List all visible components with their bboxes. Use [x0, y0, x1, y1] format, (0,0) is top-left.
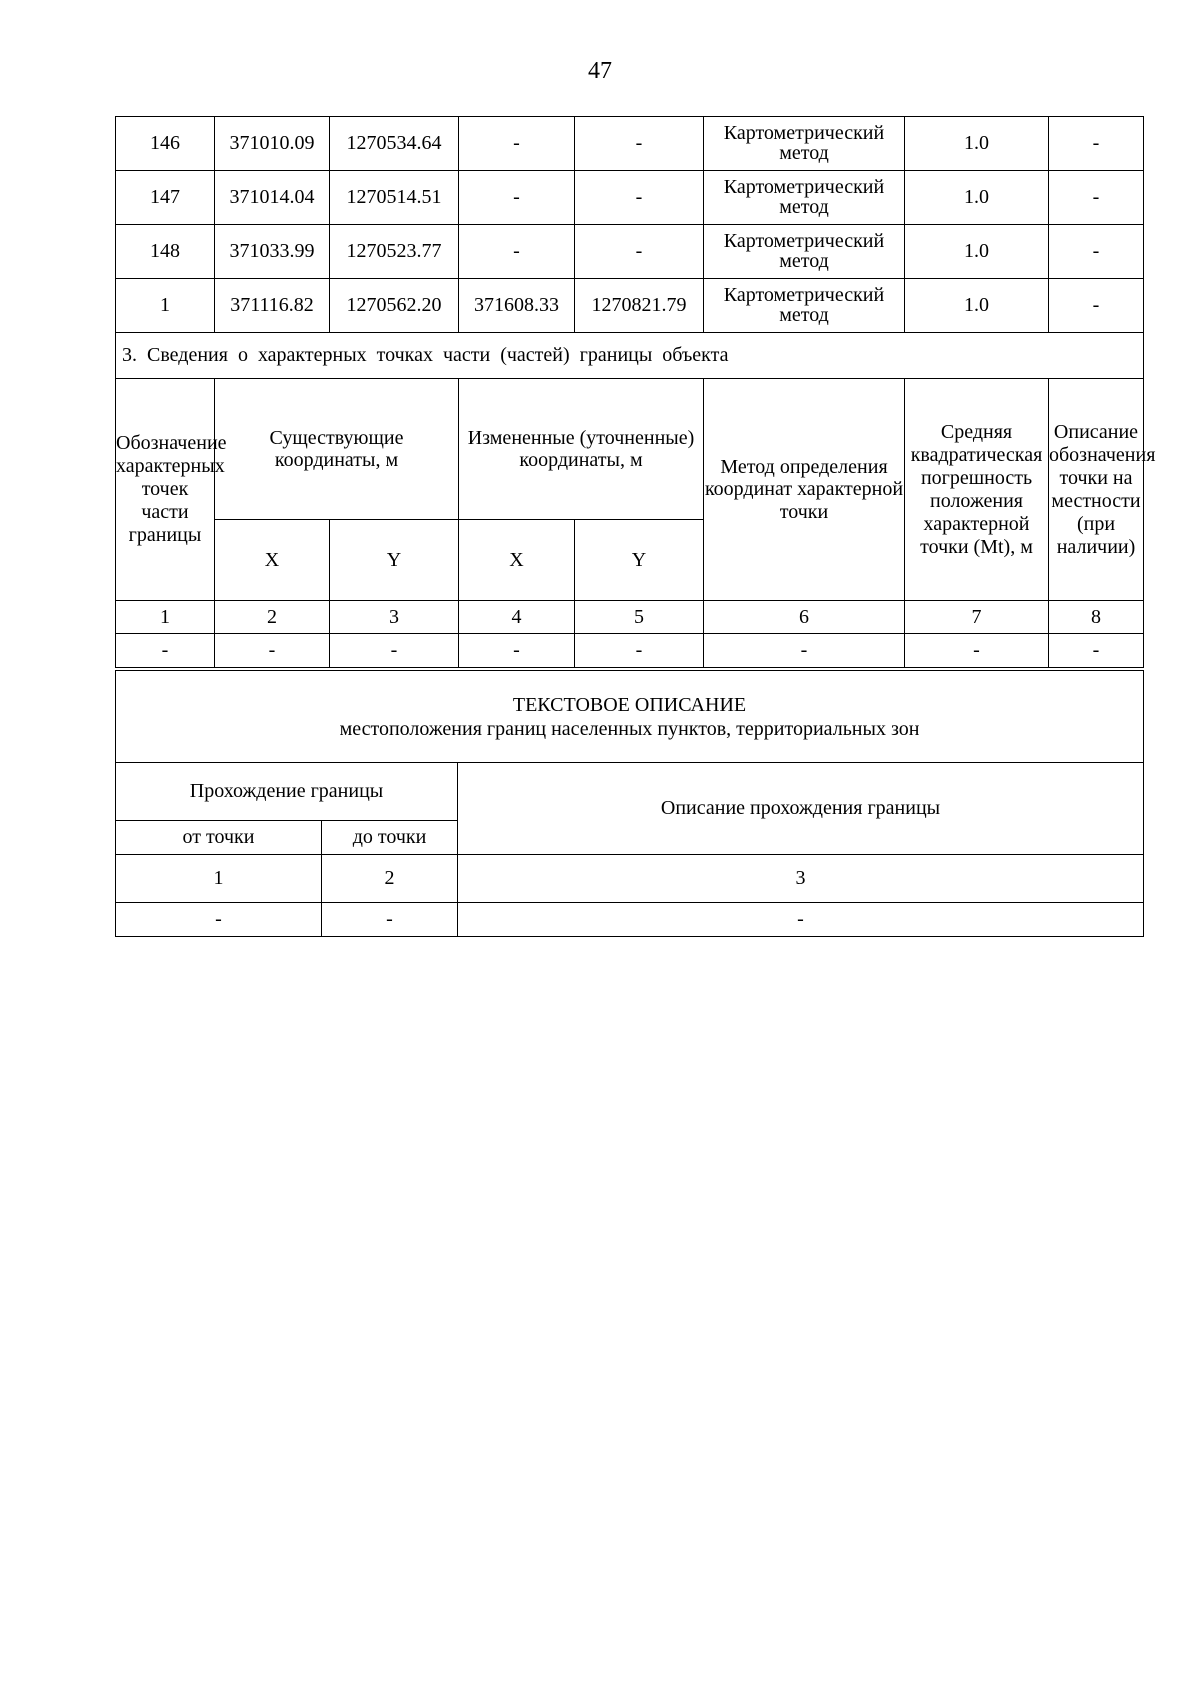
- column-number: 7: [905, 601, 1049, 634]
- header-passage-description: Описание прохождения границы: [458, 763, 1144, 855]
- table-cell: -: [322, 903, 458, 937]
- table-cell: -: [459, 634, 575, 668]
- table-row: [116, 279, 1144, 333]
- section-title: 3. Сведения о характерных точках части (частей) границы объекта: [116, 333, 1144, 379]
- cell-existing-y: 1270562.20: [330, 279, 459, 333]
- table-cell: -: [116, 634, 215, 668]
- table-cell: -: [458, 903, 1144, 937]
- cell-point-id: 146: [116, 117, 215, 171]
- header-changed-coordinates: Измененные (уточненные) координаты, м: [459, 379, 704, 520]
- header-boundary-passage: Прохождение границы: [116, 763, 458, 821]
- text-description-table: [115, 670, 1144, 937]
- cell-changed-y: -: [575, 171, 704, 225]
- column-number: 3: [458, 855, 1144, 903]
- table-cell: -: [1049, 634, 1144, 668]
- table-cell: -: [575, 634, 704, 668]
- cell-point-id: 1: [116, 279, 215, 333]
- cell-existing-x: 371010.09: [215, 117, 330, 171]
- header-existing-x: X: [215, 520, 330, 601]
- header-accuracy: Средняя квадратическая погрешность положения характерной точки (Mt), м: [905, 379, 1049, 601]
- cell-point-id: 148: [116, 225, 215, 279]
- cell-method: Картометрический метод: [704, 279, 905, 333]
- column-number: 2: [215, 601, 330, 634]
- cell-point-description: -: [1049, 225, 1144, 279]
- table-row: [116, 117, 1144, 171]
- column-number: 4: [459, 601, 575, 634]
- header-to-point: до точки: [322, 821, 458, 855]
- cell-existing-x: 371033.99: [215, 225, 330, 279]
- page-number: 47: [588, 58, 612, 84]
- cell-method: Картометрический метод: [704, 117, 905, 171]
- cell-point-description: -: [1049, 117, 1144, 171]
- table-row: [116, 903, 1144, 937]
- cell-accuracy: 1.0: [905, 171, 1049, 225]
- text-description-subtitle: местоположения границ населенных пунктов, территориальных зон: [339, 717, 920, 740]
- header-existing-coordinates: Существующие координаты, м: [215, 379, 459, 520]
- cell-existing-y: 1270514.51: [330, 171, 459, 225]
- table-cell: -: [215, 634, 330, 668]
- cell-existing-x: 371014.04: [215, 171, 330, 225]
- cell-changed-x: 371608.33: [459, 279, 575, 333]
- table-cell: -: [704, 634, 905, 668]
- column-number: 5: [575, 601, 704, 634]
- header-existing-y: Y: [330, 520, 459, 601]
- table-cell: -: [905, 634, 1049, 668]
- column-number: 6: [704, 601, 905, 634]
- table-cell: -: [116, 903, 322, 937]
- coordinates-table: [115, 116, 1156, 668]
- cell-point-id: 147: [116, 171, 215, 225]
- column-number: 8: [1049, 601, 1144, 634]
- header-changed-x: X: [459, 520, 575, 601]
- cell-changed-x: -: [459, 225, 575, 279]
- table-row: [116, 171, 1144, 225]
- cell-changed-y: -: [575, 225, 704, 279]
- column-number: 3: [330, 601, 459, 634]
- cell-changed-y: 1270821.79: [575, 279, 704, 333]
- cell-changed-y: -: [575, 117, 704, 171]
- header-changed-y: Y: [575, 520, 704, 601]
- cell-method: Картометрический метод: [704, 171, 905, 225]
- cell-changed-x: -: [459, 171, 575, 225]
- table-cell: -: [330, 634, 459, 668]
- table-row: [116, 225, 1144, 279]
- cell-accuracy: 1.0: [905, 225, 1049, 279]
- cell-changed-x: -: [459, 117, 575, 171]
- column-number: 2: [322, 855, 458, 903]
- column-number: 1: [116, 855, 322, 903]
- header-method: Метод определения координат характерной точки: [704, 379, 905, 601]
- text-description-title: ТЕКСТОВОЕ ОПИСАНИЕ: [512, 693, 747, 716]
- cell-accuracy: 1.0: [905, 279, 1049, 333]
- cell-existing-y: 1270534.64: [330, 117, 459, 171]
- column-number-row: [116, 601, 1144, 634]
- cell-point-description: -: [1049, 171, 1144, 225]
- cell-accuracy: 1.0: [905, 117, 1049, 171]
- header-from-point: от точки: [116, 821, 322, 855]
- column-number-row: [116, 855, 1144, 903]
- column-number: 1: [116, 601, 215, 634]
- cell-existing-x: 371116.82: [215, 279, 330, 333]
- cell-existing-y: 1270523.77: [330, 225, 459, 279]
- header-designation: Обозначение характерных точек части границы: [116, 379, 215, 601]
- table-row: [116, 634, 1144, 668]
- text-description-heading: [116, 671, 1144, 763]
- cell-method: Картометрический метод: [704, 225, 905, 279]
- cell-point-description: -: [1049, 279, 1144, 333]
- header-point-description: Описание обозначения точки на местности (при наличии): [1049, 379, 1144, 601]
